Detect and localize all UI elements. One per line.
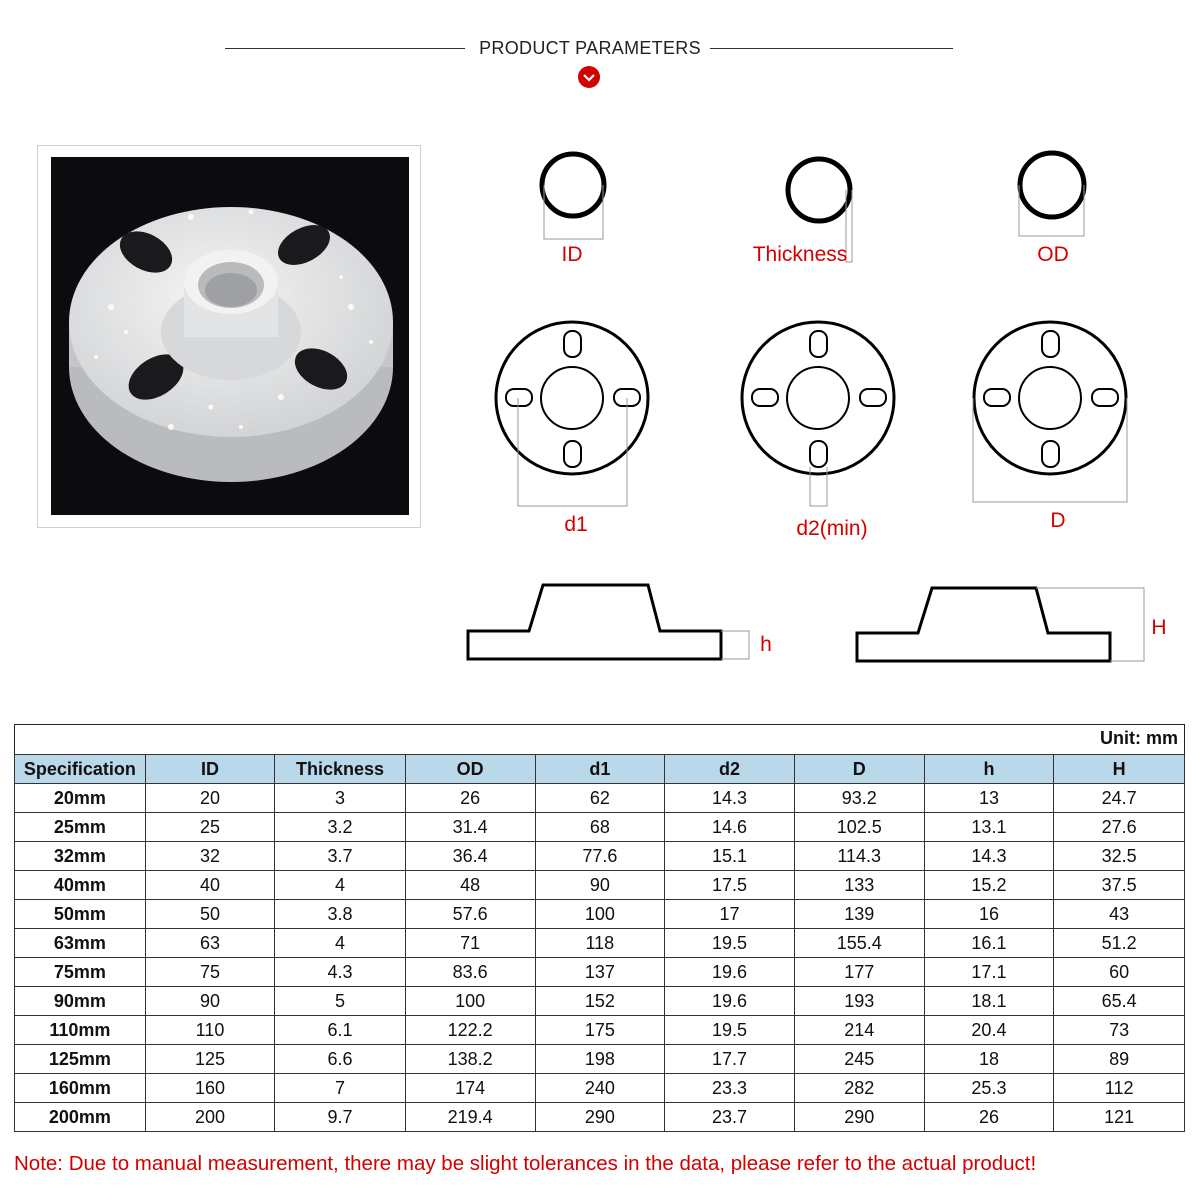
- table-row: [15, 987, 1185, 1016]
- value-cell: 14.3: [665, 784, 795, 813]
- table-row: [15, 1103, 1185, 1132]
- value-cell: 3.2: [275, 813, 405, 842]
- value-cell: 198: [535, 1045, 665, 1074]
- value-cell: 125: [145, 1045, 275, 1074]
- value-cell: 57.6: [405, 900, 535, 929]
- value-cell: 19.5: [665, 929, 795, 958]
- spec-cell: 90mm: [15, 987, 146, 1016]
- table-row: [15, 1016, 1185, 1045]
- value-cell: 71: [405, 929, 535, 958]
- value-cell: 75: [145, 958, 275, 987]
- value-cell: 152: [535, 987, 665, 1016]
- label-d1: d1: [564, 513, 588, 536]
- value-cell: 122.2: [405, 1016, 535, 1045]
- value-cell: 4: [275, 871, 405, 900]
- label-od: OD: [1037, 243, 1069, 266]
- value-cell: 3.7: [275, 842, 405, 871]
- od-ring-icon: [1019, 153, 1084, 236]
- value-cell: 37.5: [1054, 871, 1185, 900]
- table-row: [15, 784, 1185, 813]
- value-cell: 20.4: [924, 1016, 1054, 1045]
- value-cell: 9.7: [275, 1103, 405, 1132]
- value-cell: 26: [924, 1103, 1054, 1132]
- D-flange-icon: [973, 322, 1127, 502]
- label-thickness: Thickness: [752, 243, 848, 266]
- value-cell: 4.3: [275, 958, 405, 987]
- value-cell: 137: [535, 958, 665, 987]
- value-cell: 100: [405, 987, 535, 1016]
- value-cell: 18: [924, 1045, 1054, 1074]
- value-cell: 110: [145, 1016, 275, 1045]
- value-cell: 160: [145, 1074, 275, 1103]
- value-cell: 50: [145, 900, 275, 929]
- spec-cell: 160mm: [15, 1074, 146, 1103]
- value-cell: 121: [1054, 1103, 1185, 1132]
- table-row: [15, 842, 1185, 871]
- id-ring-icon: [542, 154, 604, 239]
- spec-cell: 20mm: [15, 784, 146, 813]
- value-cell: 100: [535, 900, 665, 929]
- value-cell: 4: [275, 929, 405, 958]
- column-header: ID: [145, 755, 275, 784]
- value-cell: 3: [275, 784, 405, 813]
- value-cell: 6.1: [275, 1016, 405, 1045]
- value-cell: 219.4: [405, 1103, 535, 1132]
- column-header: d2: [665, 755, 795, 784]
- value-cell: 63: [145, 929, 275, 958]
- value-cell: 193: [794, 987, 924, 1016]
- page-title: PRODUCT PARAMETERS: [479, 38, 701, 58]
- value-cell: 245: [794, 1045, 924, 1074]
- value-cell: 32.5: [1054, 842, 1185, 871]
- value-cell: 282: [794, 1074, 924, 1103]
- value-cell: 19.6: [665, 958, 795, 987]
- column-header: h: [924, 755, 1054, 784]
- value-cell: 174: [405, 1074, 535, 1103]
- value-cell: 90: [535, 871, 665, 900]
- table-row: [15, 1074, 1185, 1103]
- value-cell: 23.7: [665, 1103, 795, 1132]
- spec-cell: 25mm: [15, 813, 146, 842]
- value-cell: 13: [924, 784, 1054, 813]
- value-cell: 48: [405, 871, 535, 900]
- value-cell: 65.4: [1054, 987, 1185, 1016]
- table-row: [15, 958, 1185, 987]
- value-cell: 17.1: [924, 958, 1054, 987]
- value-cell: 18.1: [924, 987, 1054, 1016]
- specification-table: [14, 754, 1185, 1132]
- value-cell: 5: [275, 987, 405, 1016]
- value-cell: 112: [1054, 1074, 1185, 1103]
- value-cell: 31.4: [405, 813, 535, 842]
- value-cell: 32: [145, 842, 275, 871]
- value-cell: 13.1: [924, 813, 1054, 842]
- value-cell: 15.2: [924, 871, 1054, 900]
- column-header: d1: [535, 755, 665, 784]
- table-row: [15, 900, 1185, 929]
- value-cell: 175: [535, 1016, 665, 1045]
- value-cell: 16: [924, 900, 1054, 929]
- value-cell: 60: [1054, 958, 1185, 987]
- table-row: [15, 871, 1185, 900]
- column-header: Specification: [15, 755, 146, 784]
- column-header: H: [1054, 755, 1185, 784]
- label-id: ID: [561, 243, 583, 266]
- column-header: OD: [405, 755, 535, 784]
- value-cell: 138.2: [405, 1045, 535, 1074]
- spec-cell: 63mm: [15, 929, 146, 958]
- value-cell: 36.4: [405, 842, 535, 871]
- spec-cell: 50mm: [15, 900, 146, 929]
- d1-flange-icon: [496, 322, 648, 506]
- value-cell: 17.5: [665, 871, 795, 900]
- value-cell: 15.1: [665, 842, 795, 871]
- value-cell: 17.7: [665, 1045, 795, 1074]
- value-cell: 118: [535, 929, 665, 958]
- value-cell: 177: [794, 958, 924, 987]
- table-unit-row: [14, 724, 1185, 755]
- value-cell: 133: [794, 871, 924, 900]
- value-cell: 43: [1054, 900, 1185, 929]
- value-cell: 77.6: [535, 842, 665, 871]
- value-cell: 26: [405, 784, 535, 813]
- spec-cell: 75mm: [15, 958, 146, 987]
- value-cell: 68: [535, 813, 665, 842]
- value-cell: 155.4: [794, 929, 924, 958]
- value-cell: 14.6: [665, 813, 795, 842]
- value-cell: 20: [145, 784, 275, 813]
- label-d2: d2(min): [796, 517, 868, 540]
- value-cell: 19.5: [665, 1016, 795, 1045]
- spec-cell: 40mm: [15, 871, 146, 900]
- value-cell: 25: [145, 813, 275, 842]
- unit-label: Unit: mm: [1100, 728, 1178, 748]
- value-cell: 139: [794, 900, 924, 929]
- value-cell: 240: [535, 1074, 665, 1103]
- value-cell: 51.2: [1054, 929, 1185, 958]
- value-cell: 27.6: [1054, 813, 1185, 842]
- value-cell: 7: [275, 1074, 405, 1103]
- value-cell: 83.6: [405, 958, 535, 987]
- label-H: H: [1151, 616, 1167, 639]
- value-cell: 114.3: [794, 842, 924, 871]
- column-header: Thickness: [275, 755, 405, 784]
- table-row: [15, 813, 1185, 842]
- value-cell: 6.6: [275, 1045, 405, 1074]
- value-cell: 214: [794, 1016, 924, 1045]
- value-cell: 14.3: [924, 842, 1054, 871]
- value-cell: 102.5: [794, 813, 924, 842]
- spec-cell: 110mm: [15, 1016, 146, 1045]
- spec-cell: 200mm: [15, 1103, 146, 1132]
- column-header: D: [794, 755, 924, 784]
- value-cell: 25.3: [924, 1074, 1054, 1103]
- value-cell: 89: [1054, 1045, 1185, 1074]
- value-cell: 290: [794, 1103, 924, 1132]
- label-D: D: [1050, 509, 1066, 532]
- table-row: [15, 929, 1185, 958]
- value-cell: 3.8: [275, 900, 405, 929]
- value-cell: 73: [1054, 1016, 1185, 1045]
- value-cell: 90: [145, 987, 275, 1016]
- value-cell: 23.3: [665, 1074, 795, 1103]
- value-cell: 19.6: [665, 987, 795, 1016]
- value-cell: 62: [535, 784, 665, 813]
- value-cell: 290: [535, 1103, 665, 1132]
- value-cell: 200: [145, 1103, 275, 1132]
- d2-flange-icon: [742, 322, 894, 506]
- value-cell: 24.7: [1054, 784, 1185, 813]
- spec-cell: 32mm: [15, 842, 146, 871]
- value-cell: 93.2: [794, 784, 924, 813]
- tolerance-note: Note: Due to manual measurement, there may be slight tolerances in the data, please refer to the actual product!: [14, 1152, 1037, 1175]
- value-cell: 17: [665, 900, 795, 929]
- table-row: [15, 1045, 1185, 1074]
- value-cell: 40: [145, 871, 275, 900]
- value-cell: 16.1: [924, 929, 1054, 958]
- spec-cell: 125mm: [15, 1045, 146, 1074]
- label-h: h: [760, 633, 772, 656]
